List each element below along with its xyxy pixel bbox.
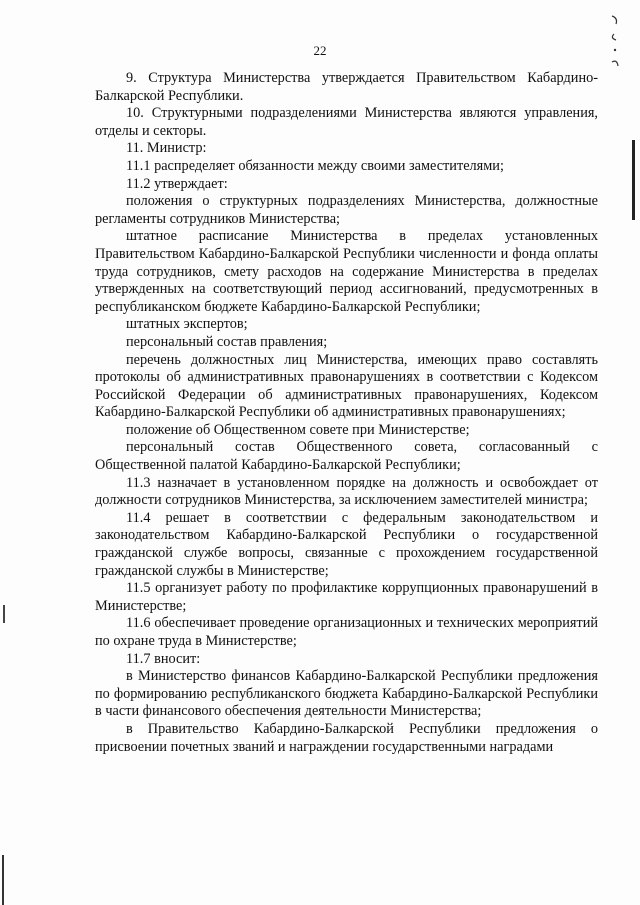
paragraph: персональный состав Общественного совета, согласованный с Общественной палатой Кабардино-Балкарской Республики;	[95, 439, 598, 474]
paragraph: 11. Министр:	[126, 140, 207, 157]
paragraph: 11.4 решает в соответствии с федеральным законодательством и законодательством Кабардино-Балкарской Республики о государственной гражданской службе вопросы, связанные с прохождением государственной гражданской службы в Министерстве;	[95, 509, 598, 579]
paragraph: 11.3 назначает в установленном порядке на должность и освобождает от должности сотрудников Министерства, за исключением заместителей министра;	[95, 474, 598, 509]
paragraph: 11.5 организует работу по профилактике коррупционных правонарушений в Министерстве;	[95, 580, 598, 614]
paragraph: 10. Структурными подразделениями Министерства являются управления, отделы и секторы.	[95, 105, 598, 139]
page-number: 22	[313, 43, 327, 58]
paragraph: положения о структурных подразделениях Министерства, должностные регламенты сотрудников Министерства;	[95, 193, 598, 227]
paragraph: 11.7 вносит:	[126, 650, 201, 667]
paragraph: персональный состав правления;	[126, 333, 328, 350]
scan-edge-artifact	[3, 605, 5, 623]
paragraph: 9. Структура Министерства утверждается Правительством Кабардино-Балкарской Республики.	[95, 70, 598, 104]
paragraph: в Министерство финансов Кабардино-Балкарской Республики предложения по формированию республиканского бюджета Кабардино-Балкарской Республики в части финансового обеспечения деятельности Министерства;	[95, 668, 598, 720]
margin-handwritten-mark	[606, 12, 626, 75]
paragraph: штатных экспертов;	[126, 316, 248, 333]
paragraph: 11.2 утверждает:	[126, 175, 228, 192]
paragraph: перечень должностных лиц Министерства, имеющих право составлять протоколы об административных правонарушениях в соответствии с Кодексом Российской Федерации об административных правонарушениях, Кодексом Кабардино-Балкарской Республики об административных правонарушениях;	[95, 351, 598, 421]
paragraph: в Правительство Кабардино-Балкарской Республики предложения о присвоении почетных званий и награждении государственными наградами	[95, 720, 598, 755]
paragraph: положение об Общественном совете при Министерстве;	[126, 421, 470, 438]
document-body	[95, 70, 598, 756]
paragraph: штатное расписание Министерства в пределах установленных Правительством Кабардино-Балкарской Республики численности и фонда оплаты труда сотрудников, смету расходов на содержание Министерства в пределах утвержденных на соответствующий период ассигнований, предусмотренных в республиканском бюджете Кабардино-Балкарской Республики;	[95, 228, 598, 315]
paragraph: 11.6 обеспечивает проведение организационных и технических мероприятий по охране труда в Министерстве;	[95, 615, 598, 649]
scan-edge-artifact	[2, 855, 4, 905]
paragraph: 11.1 распределяет обязанности между своими заместителями;	[126, 157, 504, 174]
scan-edge-artifact	[632, 140, 635, 220]
